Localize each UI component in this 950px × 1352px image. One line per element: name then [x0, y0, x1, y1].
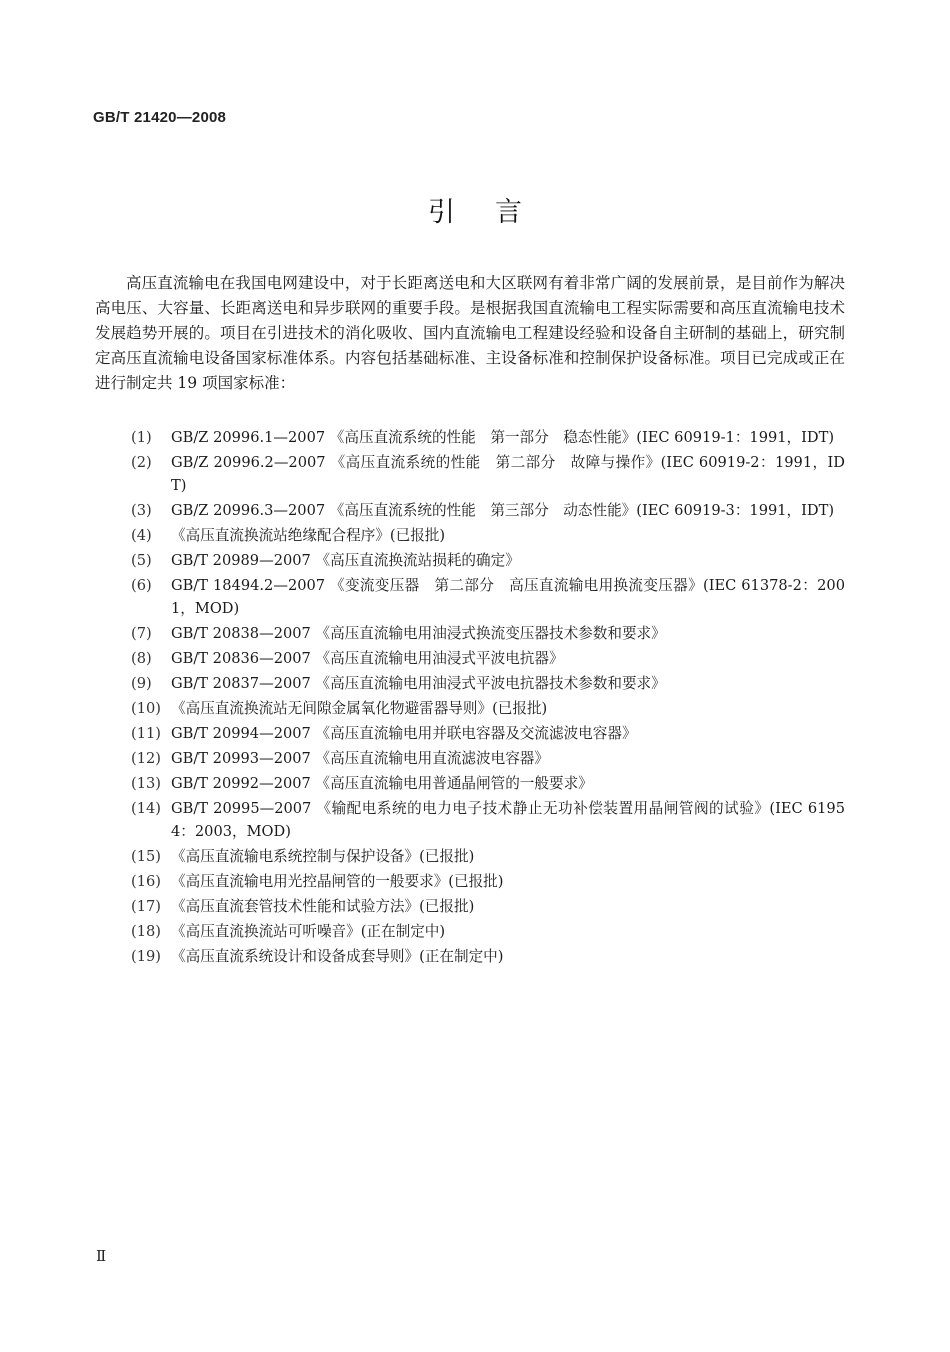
- list-item-number: (13): [131, 775, 161, 792]
- list-item-number: (6): [131, 577, 152, 594]
- list-item-text: GB/Z 20996.1—2007 《高压直流系统的性能 第一部分 稳态性能》(IEC 60919-1：1991，IDT): [171, 429, 835, 446]
- list-item-number: (7): [131, 625, 152, 642]
- page-number: Ⅱ: [96, 1247, 107, 1265]
- list-item: [131, 895, 845, 918]
- list-item: [131, 499, 845, 522]
- list-item-number: (10): [131, 700, 161, 717]
- list-item-text: GB/T 20994—2007 《高压直流输电用并联电容器及交流滤波电容器》: [171, 725, 637, 742]
- list-item-text: 《高压直流换流站可听噪音》(正在制定中): [171, 923, 446, 940]
- list-item-text: 《高压直流换流站绝缘配合程序》(已报批): [171, 527, 446, 544]
- list-item-text: 《高压直流输电系统控制与保护设备》(已报批): [171, 848, 475, 865]
- list-item: [131, 574, 845, 620]
- list-item-text: GB/T 20993—2007 《高压直流输电用直流滤波电容器》: [171, 750, 549, 767]
- list-item-text: GB/T 20836—2007 《高压直流输电用油浸式平波电抗器》: [171, 650, 564, 667]
- list-item-number: (12): [131, 750, 161, 767]
- list-item: [131, 722, 845, 745]
- list-item: [131, 845, 845, 868]
- list-item-number: (18): [131, 923, 161, 940]
- list-item-number: (4): [131, 527, 152, 544]
- list-item-number: (2): [131, 454, 152, 471]
- list-item: [131, 797, 845, 843]
- list-item-number: (19): [131, 948, 161, 965]
- standards-list: [131, 426, 845, 970]
- list-item-text: 《高压直流输电用光控晶闸管的一般要求》(已报批): [171, 873, 504, 890]
- list-item-text: GB/Z 20996.3—2007 《高压直流系统的性能 第三部分 动态性能》(IEC 60919-3：1991，IDT): [171, 502, 835, 519]
- list-item-number: (1): [131, 429, 152, 446]
- list-item-text: GB/Z 20996.2—2007 《高压直流系统的性能 第二部分 故障与操作》(IEC 60919-2：1991，IDT): [171, 454, 845, 494]
- list-item-text: 《高压直流套管技术性能和试验方法》(已报批): [171, 898, 475, 915]
- list-item-number: (8): [131, 650, 152, 667]
- list-item: [131, 772, 845, 795]
- list-item-number: (14): [131, 800, 161, 817]
- list-item: [131, 672, 845, 695]
- list-item-number: (3): [131, 502, 152, 519]
- list-item: [131, 549, 845, 572]
- list-item-number: (9): [131, 675, 152, 692]
- intro-paragraph: 高压直流输电在我国电网建设中，对于长距离送电和大区联网有着非常广阔的发展前景，是目前作为解决高电压、大容量、长距离送电和异步联网的重要手段。是根据我国直流输电工程实际需要和高压直流输电技术发展趋势开展的。项目在引进技术的消化吸收、国内直流输电工程建设经验和设备自主研制的基础上，研究制定高压直流输电设备国家标准体系。内容包括基础标准、主设备标准和控制保护设备标准。项目已完成或正在进行制定共 19 项国家标准：: [95, 274, 845, 392]
- list-item-text: GB/T 20838—2007 《高压直流输电用油浸式换流变压器技术参数和要求》: [171, 625, 666, 642]
- list-item-number: (17): [131, 898, 161, 915]
- list-item: [131, 622, 845, 645]
- list-item-text: GB/T 20992—2007 《高压直流输电用普通晶闸管的一般要求》: [171, 775, 593, 792]
- list-item: [131, 426, 845, 449]
- list-item-text: GB/T 18494.2—2007 《变流变压器 第二部分 高压直流输电用换流变压器》(IEC 61378-2：2001，MOD): [171, 577, 845, 617]
- list-item-text: 《高压直流换流站无间隙金属氧化物避雷器导则》(已报批): [171, 700, 548, 717]
- list-item: [131, 647, 845, 670]
- list-item-text: GB/T 20989—2007 《高压直流换流站损耗的确定》: [171, 552, 520, 569]
- list-item-text: 《高压直流系统设计和设备成套导则》(正在制定中): [171, 948, 504, 965]
- page-title: 引言: [428, 197, 562, 228]
- list-item-number: (15): [131, 848, 161, 865]
- list-item: [131, 920, 845, 943]
- list-item: [131, 697, 845, 720]
- list-item-number: (16): [131, 873, 161, 890]
- standard-number: GB/T 21420—2008: [93, 109, 227, 126]
- list-item: [131, 524, 845, 547]
- list-item: [131, 945, 845, 968]
- list-item-text: GB/T 20995—2007 《输配电系统的电力电子技术静止无功补偿装置用晶闸管阀的试验》(IEC 61954：2003，MOD): [171, 800, 845, 840]
- list-item-text: GB/T 20837—2007 《高压直流输电用油浸式平波电抗器技术参数和要求》: [171, 675, 666, 692]
- list-item-number: (11): [131, 725, 161, 742]
- list-item: [131, 451, 845, 497]
- list-item: [131, 870, 845, 893]
- list-item: [131, 747, 845, 770]
- list-item-number: (5): [131, 552, 152, 569]
